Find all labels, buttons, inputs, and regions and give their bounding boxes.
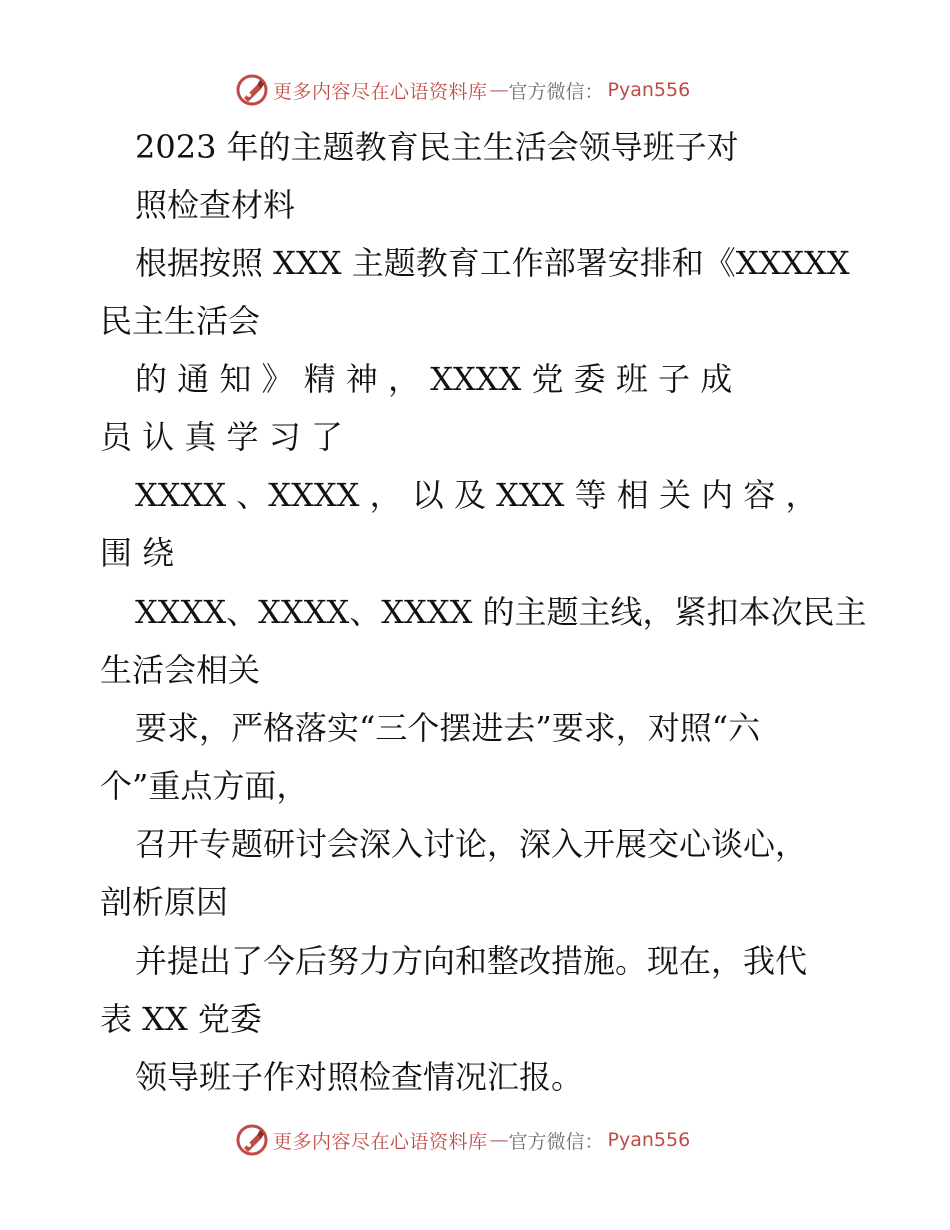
paragraph-line: 要求，严格落实“三个摆进去”要求，对照“六 xyxy=(135,709,761,747)
header-watermark-banner xyxy=(235,72,715,108)
pen-logo-icon xyxy=(235,73,269,107)
pen-logo-icon xyxy=(235,1123,269,1157)
banner-wechat-id: Pyan556 xyxy=(607,1129,691,1151)
paragraph-line: 民主生活会 xyxy=(100,302,261,340)
document-title-line-2: 照检查材料 xyxy=(135,186,296,224)
paragraph-line: 表 XX 党委 xyxy=(100,1000,262,1038)
paragraph-line: 根据按照 XXX 主题教育工作部署安排和《XXXXX xyxy=(135,244,850,282)
paragraph-line: 的 通 知 》 精 神 ， XXXX 党 委 班 子 成 xyxy=(135,360,733,398)
paragraph-line: 召开专题研讨会深入讨论，深入开展交心谈心， xyxy=(135,825,808,863)
paragraph-line: 领导班子作对照检查情况汇报。 xyxy=(135,1058,584,1096)
banner-wechat-label: 官方微信： xyxy=(508,80,604,103)
banner-dash: — xyxy=(489,1129,507,1151)
document-title-line-1: 2023 年的主题教育民主生活会领导班子对 xyxy=(135,128,739,166)
banner-text: 更多内容尽在心语资料库 xyxy=(273,80,488,103)
banner-wechat-label: 官方微信： xyxy=(508,1130,604,1153)
banner-wechat-id: Pyan556 xyxy=(607,79,691,101)
paragraph-line: 并提出了今后努力方向和整改措施。现在，我代 xyxy=(135,942,808,980)
paragraph-line: 员 认 真 学 习 了 xyxy=(100,418,343,456)
paragraph-line: 个”重点方面， xyxy=(100,767,309,805)
footer-watermark-banner xyxy=(235,1122,715,1158)
paragraph-line: XXXX、XXXX、XXXX 的主题主线，紧扣本次民主 xyxy=(135,593,867,631)
banner-dash: — xyxy=(489,79,507,101)
paragraph-line: 围 绕 xyxy=(100,534,175,572)
paragraph-line: 生活会相关 xyxy=(100,651,261,689)
banner-text: 更多内容尽在心语资料库 xyxy=(273,1130,488,1153)
paragraph-line: 剖析原因 xyxy=(100,883,229,921)
paragraph-line: XXXX 、XXXX ， 以 及 XXX 等 相 关 内 容 ， xyxy=(135,476,818,514)
